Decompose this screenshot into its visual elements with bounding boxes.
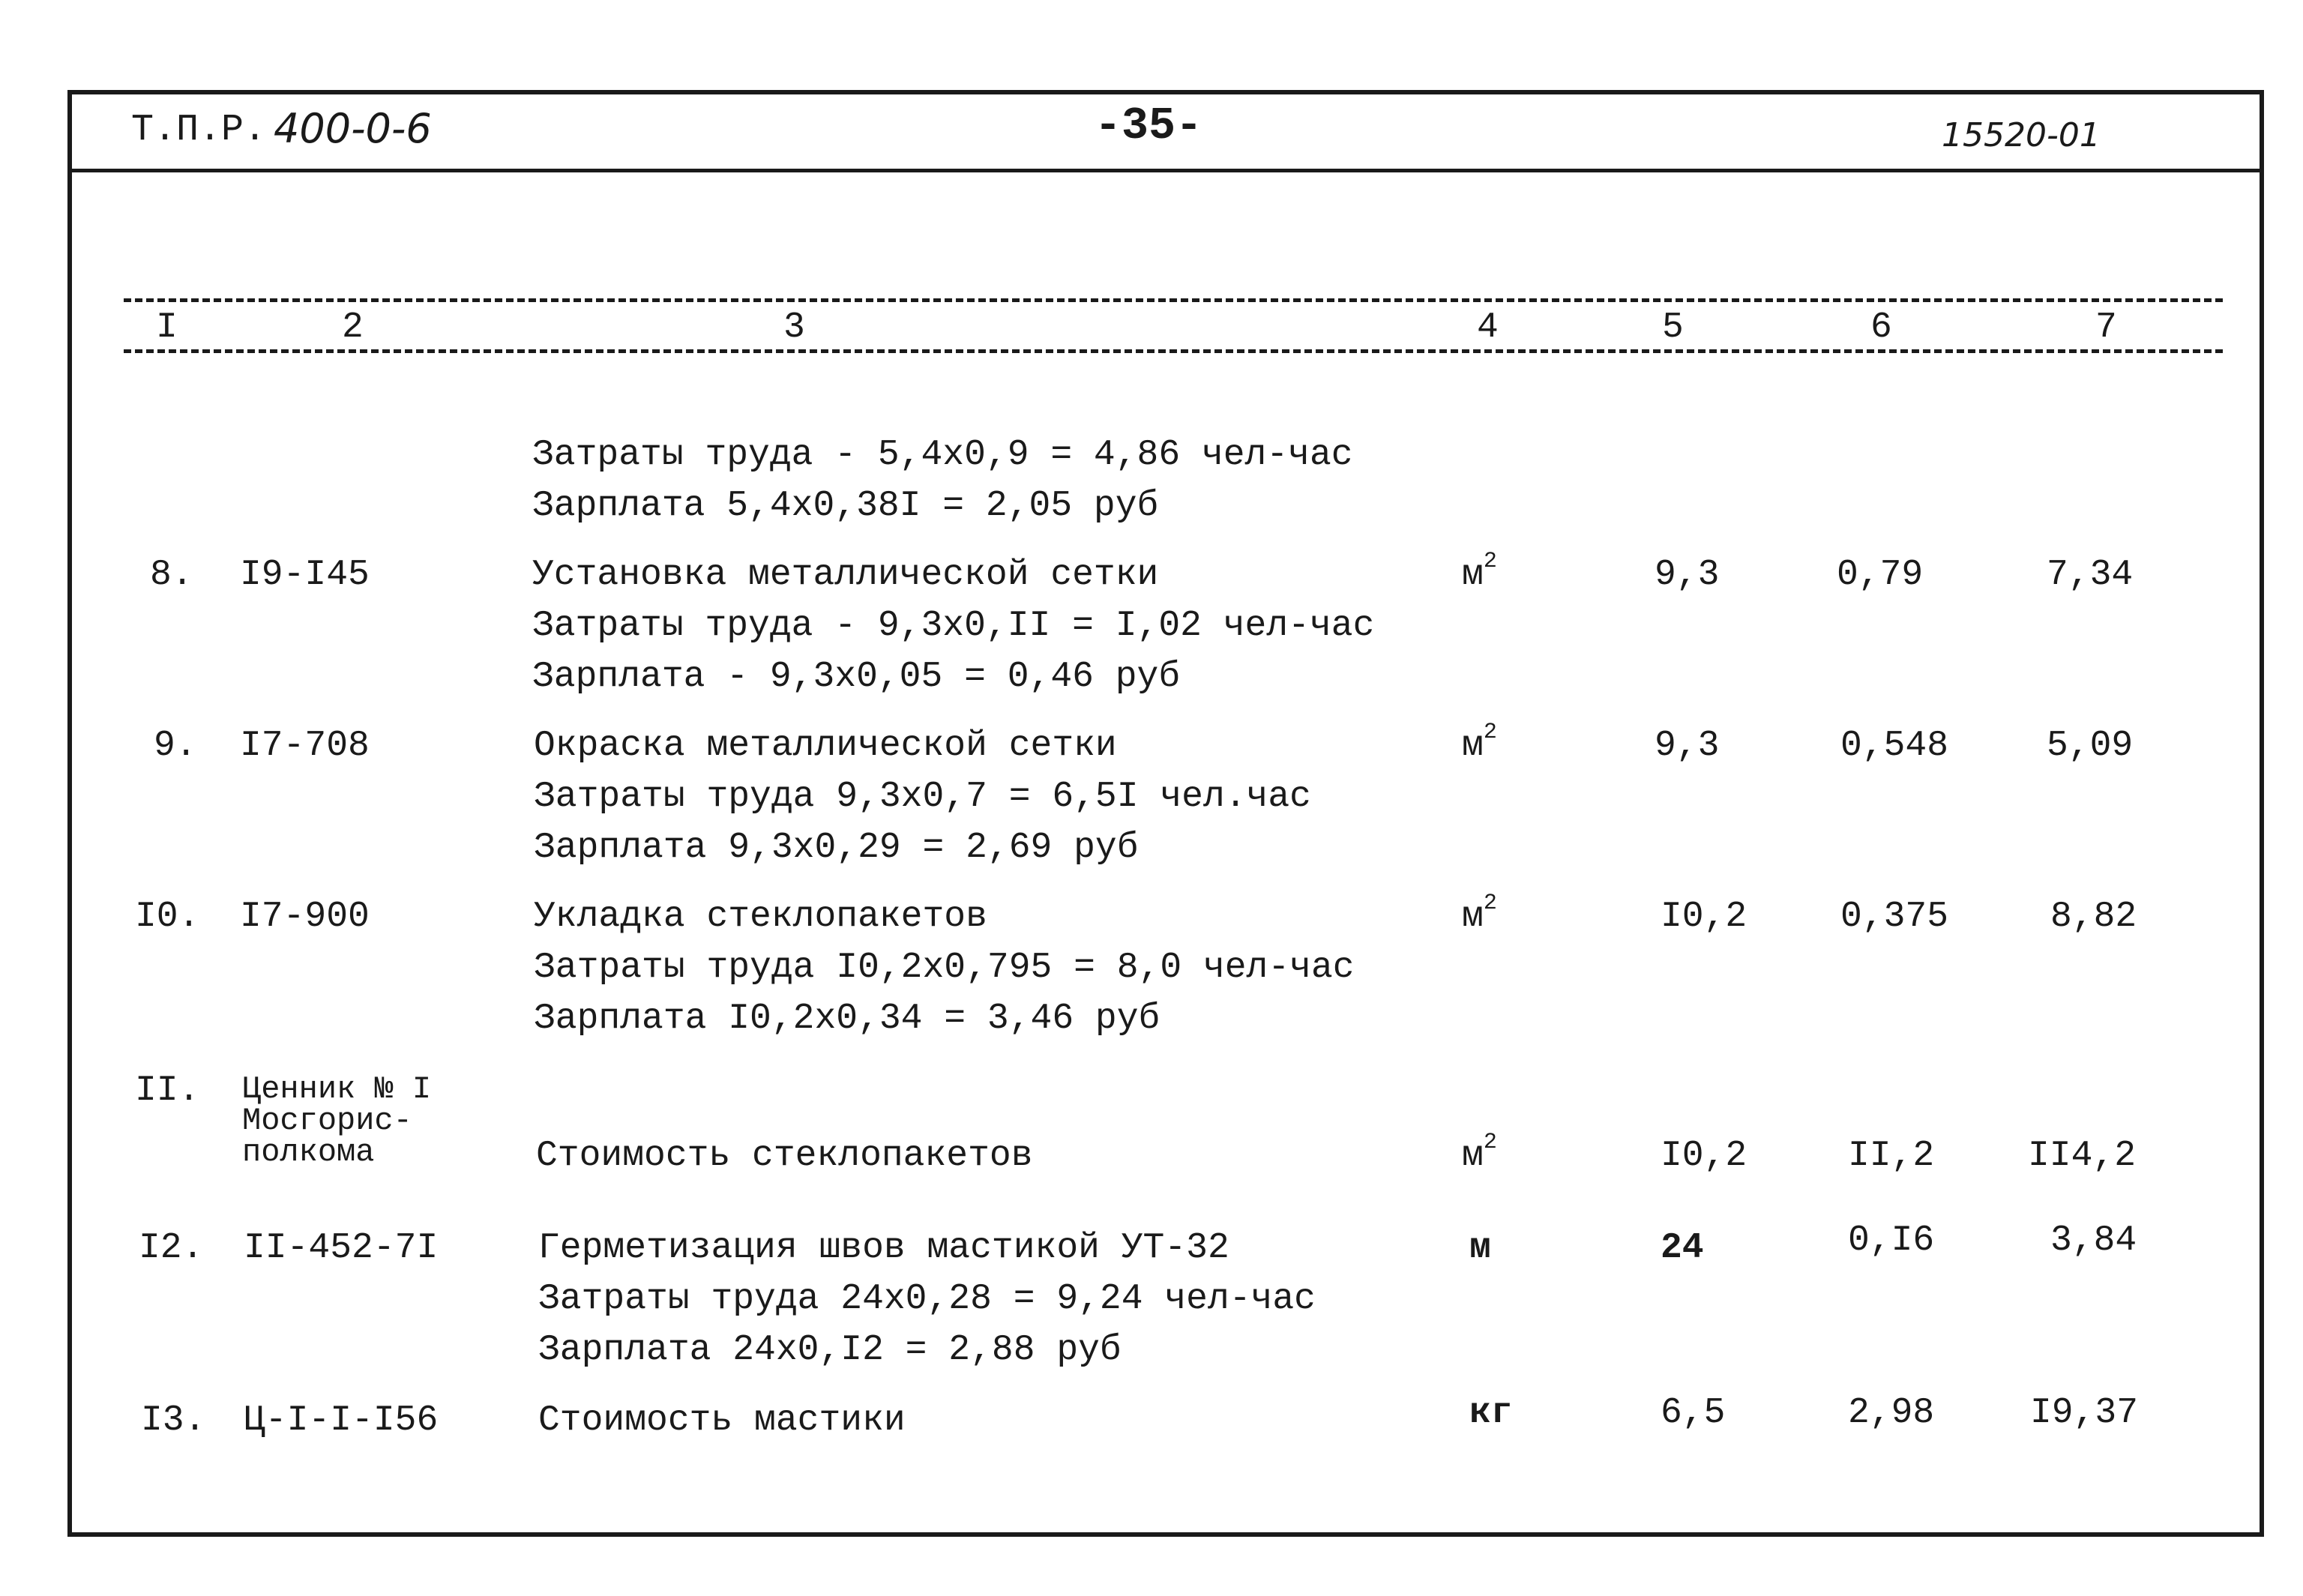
column-header-top-line: [124, 298, 2223, 302]
column-number-1: I: [156, 307, 178, 348]
row-wage-line: Зарплата I0,2х0,34 = 3,46 руб: [534, 999, 1160, 1039]
row-unit: $м^2$: [1462, 1130, 1497, 1176]
header-divider: [67, 169, 2264, 172]
row-unit-price: 2,98: [1848, 1393, 1935, 1433]
row-number: 8.: [150, 555, 193, 595]
intro-line: Зарплата 5,4х0,38I = 2,05 руб: [532, 486, 1159, 526]
row-unit-price: 0,375: [1840, 897, 1949, 937]
row-description: Установка металлической сетки: [532, 555, 1159, 595]
row-code: Ценник № I Мосгорис-полкома: [242, 1071, 432, 1170]
doc-number: 400-0-6: [274, 105, 432, 152]
row-labor-line: Затраты труда I0,2х0,795 = 8,0 чел-час: [534, 948, 1355, 988]
column-number-2: 2: [342, 307, 364, 348]
row-total: 8,82: [2050, 897, 2137, 937]
row-unit-price: 0,548: [1840, 726, 1949, 766]
row-number: II.: [135, 1070, 200, 1111]
row-unit: м: [1469, 1228, 1491, 1268]
intro-line: Затраты труда - 5,4х0,9 = 4,86 чел-час: [532, 435, 1353, 475]
column-number-3: 3: [783, 307, 805, 348]
row-wage-line: Зарплата 9,3х0,29 = 2,69 руб: [534, 828, 1139, 868]
column-number-5: 5: [1662, 307, 1684, 348]
row-labor-line: Затраты труда 24х0,28 = 9,24 чел-час: [538, 1279, 1316, 1319]
row-quantity: 6,5: [1661, 1393, 1726, 1433]
row-code: II-452-7I: [244, 1228, 439, 1268]
row-number: 9.: [154, 726, 197, 766]
column-header-bottom-line: [124, 349, 2223, 353]
row-unit: $м^2$: [1462, 720, 1497, 766]
column-number-7: 7: [2095, 307, 2117, 348]
row-description: Окраска металлической сетки: [534, 726, 1117, 766]
row-total: II4,2: [2028, 1136, 2137, 1176]
row-unit-price: 0,79: [1837, 555, 1924, 595]
row-code: I7-708: [240, 726, 370, 766]
row-total: I9,37: [2030, 1393, 2139, 1433]
row-total: 3,84: [2050, 1220, 2137, 1261]
doc-label: Т.П.Р.: [131, 109, 267, 151]
row-description: Укладка стеклопакетов: [534, 897, 987, 937]
row-code: I9-I45: [240, 555, 370, 595]
page-number: -35-: [1095, 101, 1203, 152]
row-description: Стоимость стеклопакетов: [536, 1136, 1033, 1176]
row-number: I3.: [141, 1400, 206, 1441]
row-wage-line: Зарплата - 9,3х0,05 = 0,46 руб: [532, 657, 1181, 697]
row-quantity: I0,2: [1661, 897, 1747, 937]
row-description: Герметизация швов мастикой УТ-32: [538, 1228, 1229, 1268]
archive-number: 15520-01: [1942, 116, 2101, 154]
row-labor-line: Затраты труда 9,3х0,7 = 6,5I чел.час: [534, 777, 1311, 817]
row-code: I7-900: [240, 897, 370, 937]
row-labor-line: Затраты труда - 9,3х0,II = I,02 чел-час: [532, 606, 1375, 646]
row-wage-line: Зарплата 24х0,I2 = 2,88 руб: [538, 1330, 1122, 1370]
row-unit: $м^2$: [1462, 891, 1497, 937]
row-description: Стоимость мастики: [538, 1400, 906, 1441]
row-unit: кг: [1469, 1393, 1513, 1433]
row-quantity: 24: [1661, 1228, 1704, 1268]
row-quantity: 9,3: [1655, 726, 1720, 766]
row-quantity: 9,3: [1655, 555, 1720, 595]
column-number-4: 4: [1477, 307, 1499, 348]
row-total: 7,34: [2047, 555, 2134, 595]
row-number: I0.: [135, 897, 200, 937]
row-unit: $м^2$: [1462, 549, 1497, 595]
row-code: Ц-I-I-I56: [244, 1400, 439, 1441]
row-number: I2.: [139, 1228, 204, 1268]
row-total: 5,09: [2047, 726, 2134, 766]
row-unit-price: 0,I6: [1848, 1220, 1935, 1261]
row-unit-price: II,2: [1848, 1136, 1935, 1176]
column-number-6: 6: [1870, 307, 1892, 348]
row-quantity: I0,2: [1661, 1136, 1747, 1176]
